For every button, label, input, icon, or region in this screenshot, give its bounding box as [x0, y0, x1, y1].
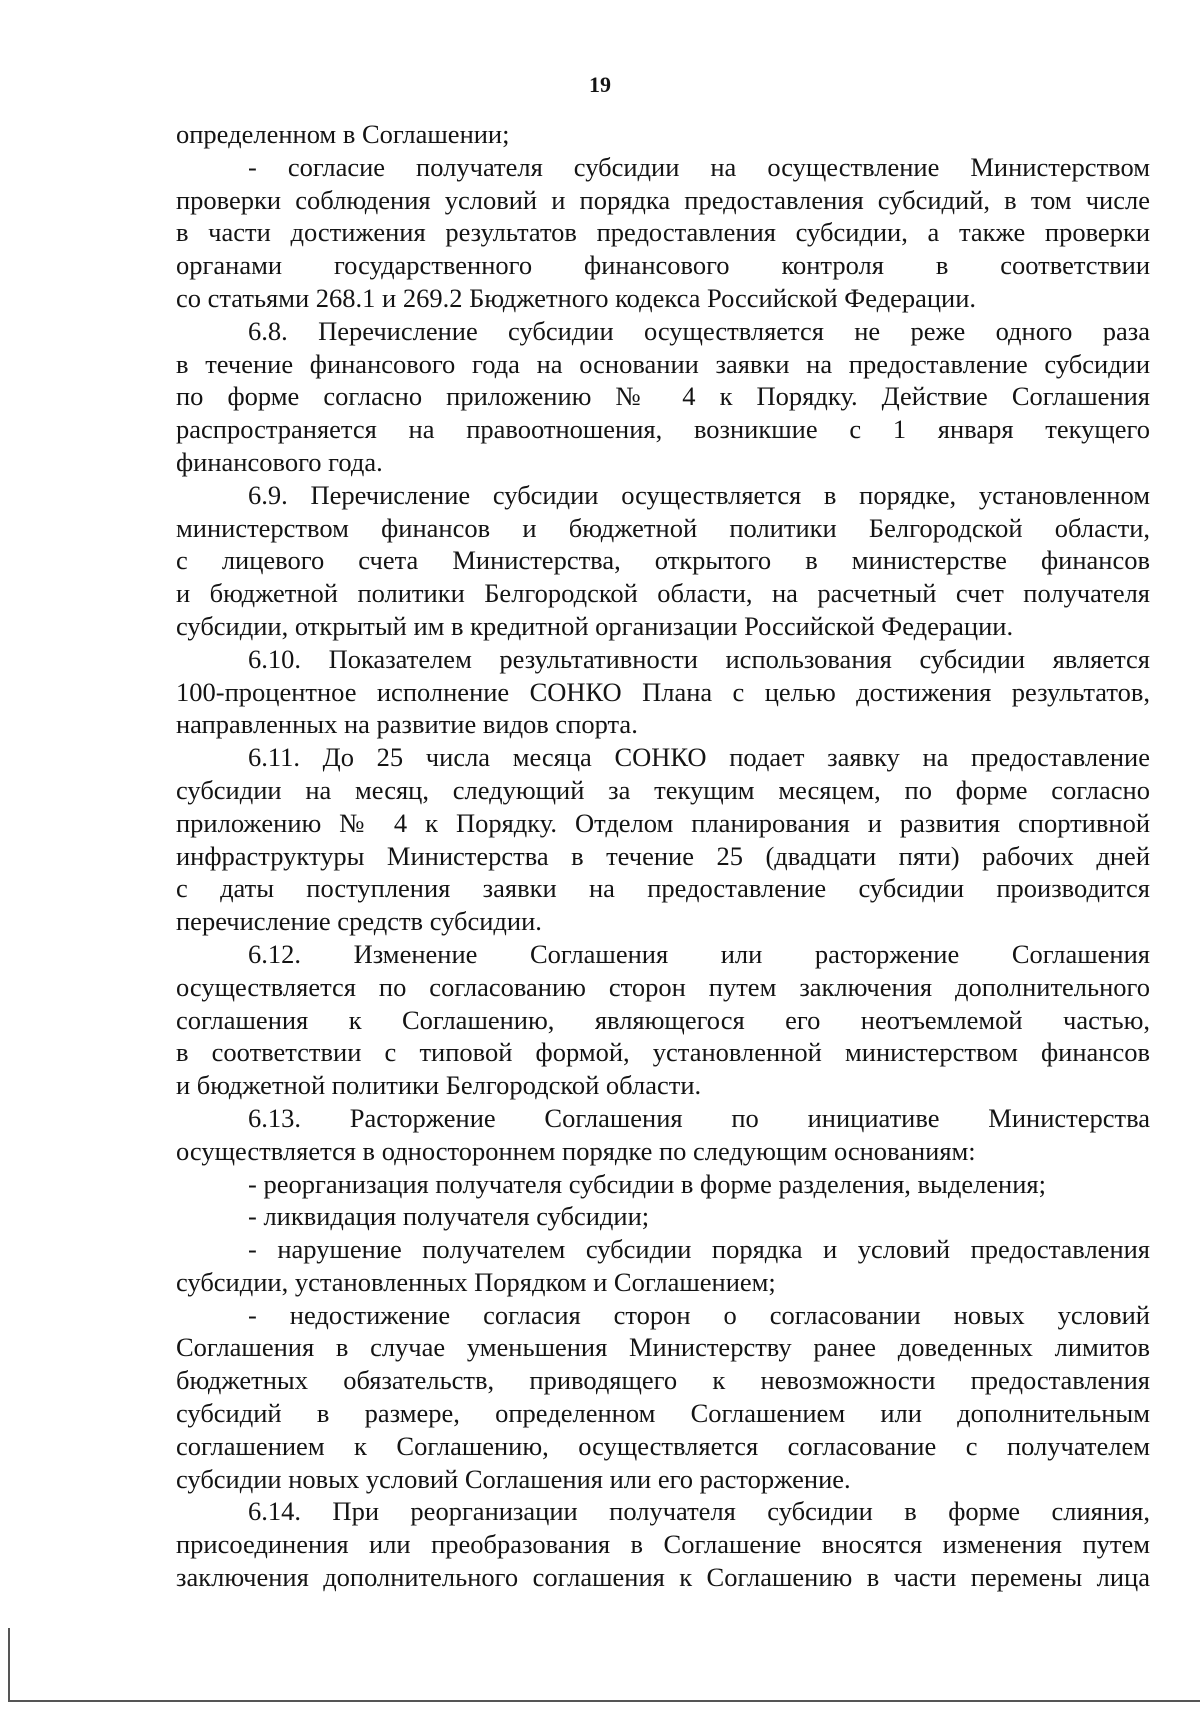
text-line: и бюджетной политики Белгородской области, на расчетный счет получателя	[176, 578, 1150, 609]
text-line: и бюджетной политики Белгородской области.	[176, 1070, 702, 1101]
text-line: министерством финансов и бюджетной политики Белгородской области,	[176, 512, 1150, 543]
text-line: органами государственного финансового контроля в соответствии	[176, 250, 1150, 281]
text-line: проверки соблюдения условий и порядка предоставления субсидий, в том числе	[176, 184, 1150, 215]
text-line: - нарушение получателем субсидии порядка и условий предоставления	[248, 1234, 1150, 1265]
text-line: заключения дополнительного соглашения к Соглашению в части перемены лица	[176, 1562, 1150, 1593]
page-number: 19	[589, 72, 611, 97]
text-line: субсидии, открытый им в кредитной организации Российской Федерации.	[176, 610, 1014, 641]
text-line: - ликвидация получателя субсидии;	[248, 1201, 650, 1232]
text-line: 6.14. При реорганизации получателя субсидии в форме слияния,	[248, 1496, 1150, 1527]
body-text	[176, 118, 1150, 1594]
text-line: 6.9. Перечисление субсидии осуществляется в порядке, установленном	[248, 479, 1150, 510]
text-line: 6.11. До 25 числа месяца СОНКО подает заявку на предоставление	[248, 742, 1150, 773]
text-line: в течение финансового года на основании заявки на предоставление субсидии	[176, 348, 1150, 379]
text-line: 100-процентное исполнение СОНКО Плана с целью достижения результатов,	[176, 676, 1150, 707]
text-line: в части достижения результатов предоставления субсидии, а также проверки	[176, 217, 1150, 248]
text-line: осуществляется по согласованию сторон путем заключения дополнительного	[176, 971, 1150, 1002]
scan-border-left	[8, 1628, 10, 1702]
text-line: соглашением к Соглашению, осуществляется согласование с получателем	[176, 1430, 1150, 1461]
text-line: перечисление средств субсидии.	[176, 906, 542, 937]
text-line: 6.8. Перечисление субсидии осуществляется не реже одного раза	[248, 315, 1150, 346]
text-line: субсидии на месяц, следующий за текущим месяцем, по форме согласно	[176, 774, 1150, 805]
text-line: распространяется на правоотношения, возникшие с 1 января текущего	[176, 414, 1150, 445]
text-line: направленных на развитие видов спорта.	[176, 709, 638, 740]
text-line: с лицевого счета Министерства, открытого в министерстве финансов	[176, 545, 1150, 576]
text-line: 6.13. Расторжение Соглашения по инициативе Министерства	[248, 1102, 1150, 1133]
text-line: субсидий в размере, определенном Соглашением или дополнительным	[176, 1398, 1150, 1429]
text-line: - недостижение согласия сторон о согласовании новых условий	[248, 1299, 1150, 1330]
text-line: в соответствии с типовой формой, установленной министерством финансов	[176, 1037, 1150, 1068]
text-line: приложению № 4 к Порядку. Отделом планирования и развития спортивной	[176, 807, 1150, 838]
text-line: - реорганизация получателя субсидии в форме разделения, выделения;	[248, 1168, 1046, 1199]
text-line: субсидии новых условий Соглашения или его расторжение.	[176, 1463, 851, 1494]
text-line: осуществляется в одностороннем порядке по следующим основаниям:	[176, 1135, 976, 1166]
text-line: соглашения к Соглашению, являющегося его неотъемлемой частью,	[176, 1004, 1150, 1035]
text-line: бюджетных обязательств, приводящего к невозможности предоставления	[176, 1365, 1150, 1396]
text-line: по форме согласно приложению № 4 к Порядку. Действие Соглашения	[176, 381, 1150, 412]
text-line: субсидии, установленных Порядком и Соглашением;	[176, 1266, 776, 1297]
text-line: Соглашения в случае уменьшения Министерству ранее доведенных лимитов	[176, 1332, 1150, 1363]
text-line: - согласие получателя субсидии на осуществление Министерством	[248, 151, 1150, 182]
text-line: 6.12. Изменение Соглашения или расторжение Соглашения	[248, 938, 1150, 969]
text-line: определенном в Соглашении;	[176, 119, 510, 149]
text-line: 6.10. Показателем результативности использования субсидии является	[248, 643, 1150, 674]
text-line: присоединения или преобразования в Соглашение вносятся изменения путем	[176, 1529, 1150, 1560]
text-line: со статьями 268.1 и 269.2 Бюджетного кодекса Российской Федерации.	[176, 282, 977, 313]
scan-border-bottom	[8, 1700, 1200, 1702]
text-line: финансового года.	[176, 446, 383, 477]
text-line: инфраструктуры Министерства в течение 25 (двадцати пяти) рабочих дней	[176, 840, 1150, 871]
text-line: с даты поступления заявки на предоставление субсидии производится	[176, 873, 1150, 904]
